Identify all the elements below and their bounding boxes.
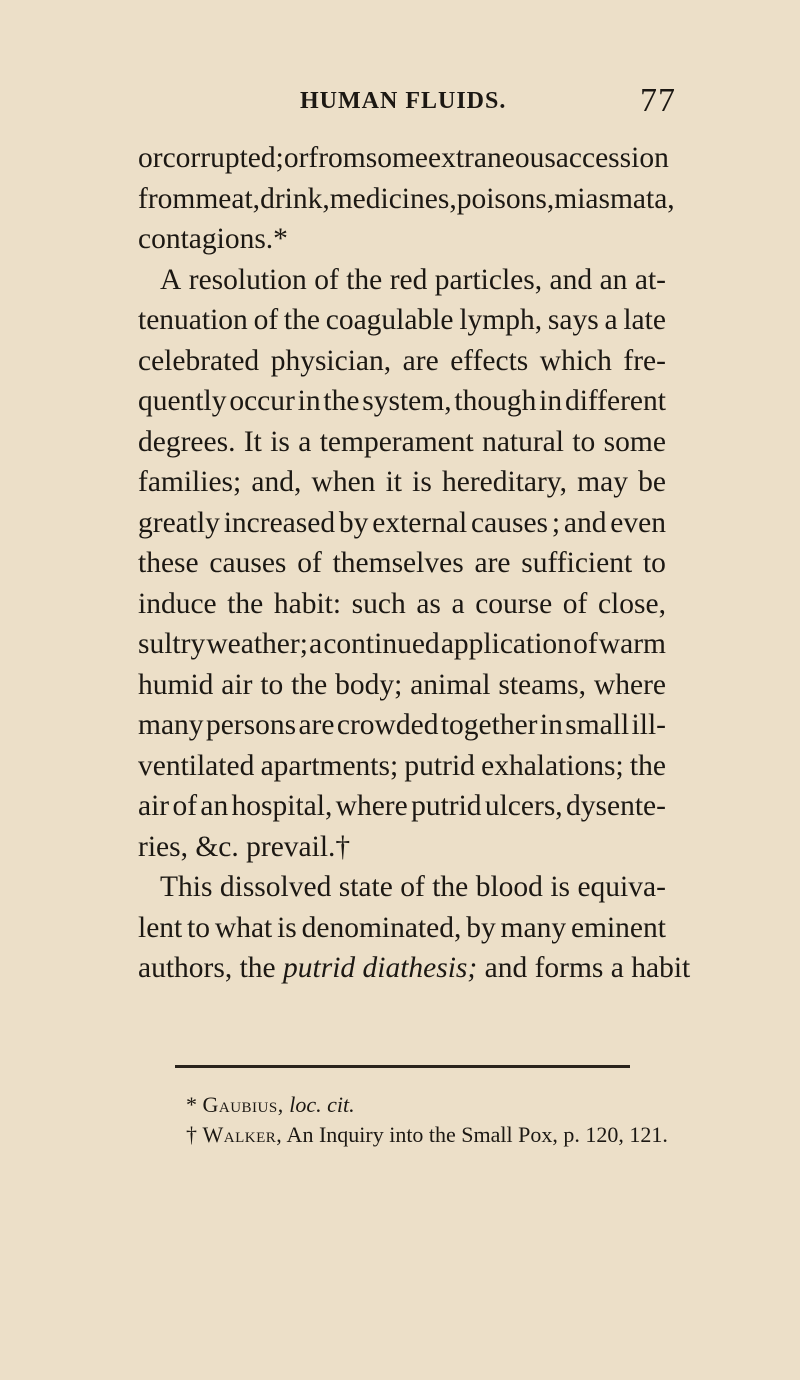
word: the	[629, 749, 666, 782]
word: sufficient	[521, 547, 633, 579]
word: hereditary,	[441, 466, 568, 498]
word: be	[638, 466, 666, 498]
word: body;	[335, 668, 403, 701]
text-line	[138, 584, 666, 625]
word: the	[283, 304, 320, 336]
text-line: ries, &c. prevail.†	[138, 830, 351, 863]
word: medicines,	[329, 182, 457, 215]
text-line	[138, 624, 666, 665]
word: and	[549, 263, 593, 296]
footnote-author: Gaubius,	[202, 1092, 284, 1117]
word: sultry	[138, 628, 206, 660]
text-line	[138, 300, 666, 341]
word: and	[563, 506, 607, 539]
word: of	[573, 628, 598, 660]
text-line	[138, 260, 666, 301]
word: natural	[482, 425, 564, 458]
word: close,	[597, 587, 666, 620]
word: dysente-	[566, 790, 666, 822]
word: are	[474, 547, 511, 579]
word: is	[270, 425, 290, 458]
word: air	[221, 668, 253, 701]
word: It	[243, 425, 262, 458]
word: exhalations;	[481, 749, 624, 782]
word: degrees.	[138, 425, 236, 458]
word: corrupted;	[162, 142, 284, 174]
word: physician,	[270, 344, 392, 377]
word: it	[385, 466, 402, 498]
word: application	[440, 628, 572, 660]
text-line	[138, 867, 666, 908]
word: is	[550, 871, 571, 903]
word: to	[572, 425, 596, 458]
word: blood	[475, 871, 543, 903]
word: many	[138, 709, 204, 741]
word: induce	[138, 587, 217, 620]
word: by	[466, 911, 496, 944]
word: red	[389, 263, 428, 296]
footnote-text: An Inquiry into the Small Pox, p. 120, 121.	[282, 1122, 668, 1147]
word: habit:	[273, 587, 342, 620]
word: late	[623, 304, 666, 336]
word: when	[311, 466, 376, 498]
word: such	[351, 587, 406, 620]
word: persons	[205, 709, 297, 741]
word: of	[297, 547, 322, 579]
word: from	[138, 182, 196, 215]
word: to	[187, 911, 211, 944]
word: drink,	[260, 182, 330, 215]
text-line: contagions.*	[138, 223, 288, 255]
word: eminent	[570, 911, 666, 944]
word: families;	[138, 466, 242, 498]
word: coagulable	[325, 304, 454, 336]
word: or	[283, 142, 309, 174]
text-line	[138, 138, 669, 179]
text-line	[138, 381, 666, 422]
word: air	[138, 790, 170, 822]
word: humid	[138, 668, 214, 701]
word: hospital,	[231, 790, 333, 822]
word: extraneous	[428, 142, 556, 174]
text-line	[138, 665, 666, 706]
word: many	[500, 911, 567, 944]
word: ill-	[631, 709, 666, 741]
text-line-last	[138, 948, 691, 989]
text-line	[138, 543, 666, 584]
word: to	[260, 668, 284, 701]
word: which	[539, 344, 612, 377]
word: of	[172, 790, 198, 822]
word: together	[440, 709, 538, 741]
word: increased	[223, 506, 336, 539]
word: ventilated	[138, 749, 255, 782]
word: external	[372, 506, 468, 539]
text-fragment: and forms a habit	[477, 952, 691, 984]
word: an	[200, 790, 229, 822]
text-fragment: authors, the	[138, 952, 284, 984]
word: weather;	[206, 628, 308, 660]
word: causes	[209, 547, 287, 579]
word: steams,	[498, 668, 587, 701]
footnotes	[186, 1090, 666, 1150]
word: poisons,	[456, 182, 555, 215]
word: course	[475, 587, 553, 620]
word: a	[604, 304, 618, 336]
word: system,	[362, 385, 452, 417]
word: where	[593, 668, 666, 701]
word: A	[160, 263, 182, 296]
word: or	[138, 142, 163, 174]
word: says	[547, 304, 599, 336]
word: putrid	[411, 790, 482, 822]
word: is	[412, 466, 432, 498]
word: animal	[410, 668, 491, 701]
text-line	[138, 341, 666, 382]
word: warm	[598, 628, 666, 660]
word: what	[214, 911, 273, 944]
word: the	[346, 263, 383, 296]
word: putrid	[404, 749, 475, 782]
word: meat,	[195, 182, 261, 215]
word: small	[565, 709, 630, 741]
text-line	[138, 503, 666, 544]
footnote-mark: †	[186, 1122, 203, 1147]
text-line	[138, 908, 666, 949]
word: equiva-	[577, 871, 666, 903]
word: quently	[138, 385, 227, 417]
word: This	[160, 871, 213, 903]
word: even	[610, 506, 666, 539]
word: state	[338, 871, 393, 903]
text-line	[138, 179, 675, 220]
text-line	[138, 786, 666, 827]
word: of	[253, 304, 279, 336]
word: some	[603, 425, 666, 458]
word: are	[298, 709, 335, 741]
word: different	[564, 385, 666, 417]
word: tenuation	[138, 304, 248, 336]
word: of	[314, 263, 339, 296]
word: a	[298, 425, 312, 458]
word: accession	[555, 142, 669, 174]
page-number: 77	[640, 82, 676, 119]
word: ;	[551, 506, 561, 539]
word: in	[297, 385, 321, 417]
word: at-	[634, 263, 666, 296]
footnote	[186, 1090, 666, 1120]
word: a	[309, 628, 323, 660]
word: and,	[251, 466, 302, 498]
footnote-author: Walker,	[202, 1122, 283, 1147]
word: from	[308, 142, 366, 174]
word: of	[400, 871, 425, 903]
word: lymph,	[459, 304, 543, 336]
word: an	[599, 263, 628, 296]
word: temperament	[319, 425, 474, 458]
text-line	[138, 705, 666, 746]
word: the	[291, 668, 328, 701]
footnote-mark: *	[186, 1092, 203, 1117]
word: in	[539, 385, 563, 417]
footnote	[186, 1120, 666, 1150]
word: of	[562, 587, 588, 620]
body-text	[138, 138, 691, 989]
footnote-rule	[175, 1065, 630, 1068]
word: particles,	[434, 263, 543, 296]
running-title: HUMAN FLUIDS.	[300, 88, 507, 114]
word: fre-	[623, 344, 666, 377]
word: in	[539, 709, 563, 741]
word: to	[642, 547, 666, 579]
word: miasmata,	[554, 182, 675, 215]
word: lent	[138, 911, 183, 944]
text-line	[138, 422, 666, 463]
word: some	[365, 142, 429, 174]
word: a	[451, 587, 465, 620]
word: occur	[229, 385, 295, 417]
word: crowded	[336, 709, 439, 741]
word: may	[577, 466, 628, 498]
text-line	[138, 746, 666, 787]
word: is	[277, 911, 297, 944]
word: these	[138, 547, 199, 579]
footnote-text: loc. cit.	[283, 1092, 355, 1117]
word: themselves	[332, 547, 464, 579]
word: resolution	[188, 263, 307, 296]
word: greatly	[138, 506, 220, 539]
word: where	[335, 790, 408, 822]
text-line	[138, 462, 666, 503]
word: causes	[471, 506, 549, 539]
word: apartments;	[260, 749, 399, 782]
word: denominated,	[301, 911, 462, 944]
italic-phrase: putrid diathesis;	[283, 952, 478, 984]
word: the	[323, 385, 360, 417]
word: continued	[323, 628, 440, 660]
word: celebrated	[138, 344, 260, 377]
word: the	[432, 871, 469, 903]
word: are	[402, 344, 439, 377]
word: as	[416, 587, 441, 620]
word: effects	[450, 344, 529, 377]
word: ulcers,	[484, 790, 563, 822]
word: though	[454, 385, 537, 417]
word: by	[338, 506, 369, 539]
word: the	[227, 587, 264, 620]
word: dissolved	[219, 871, 332, 903]
